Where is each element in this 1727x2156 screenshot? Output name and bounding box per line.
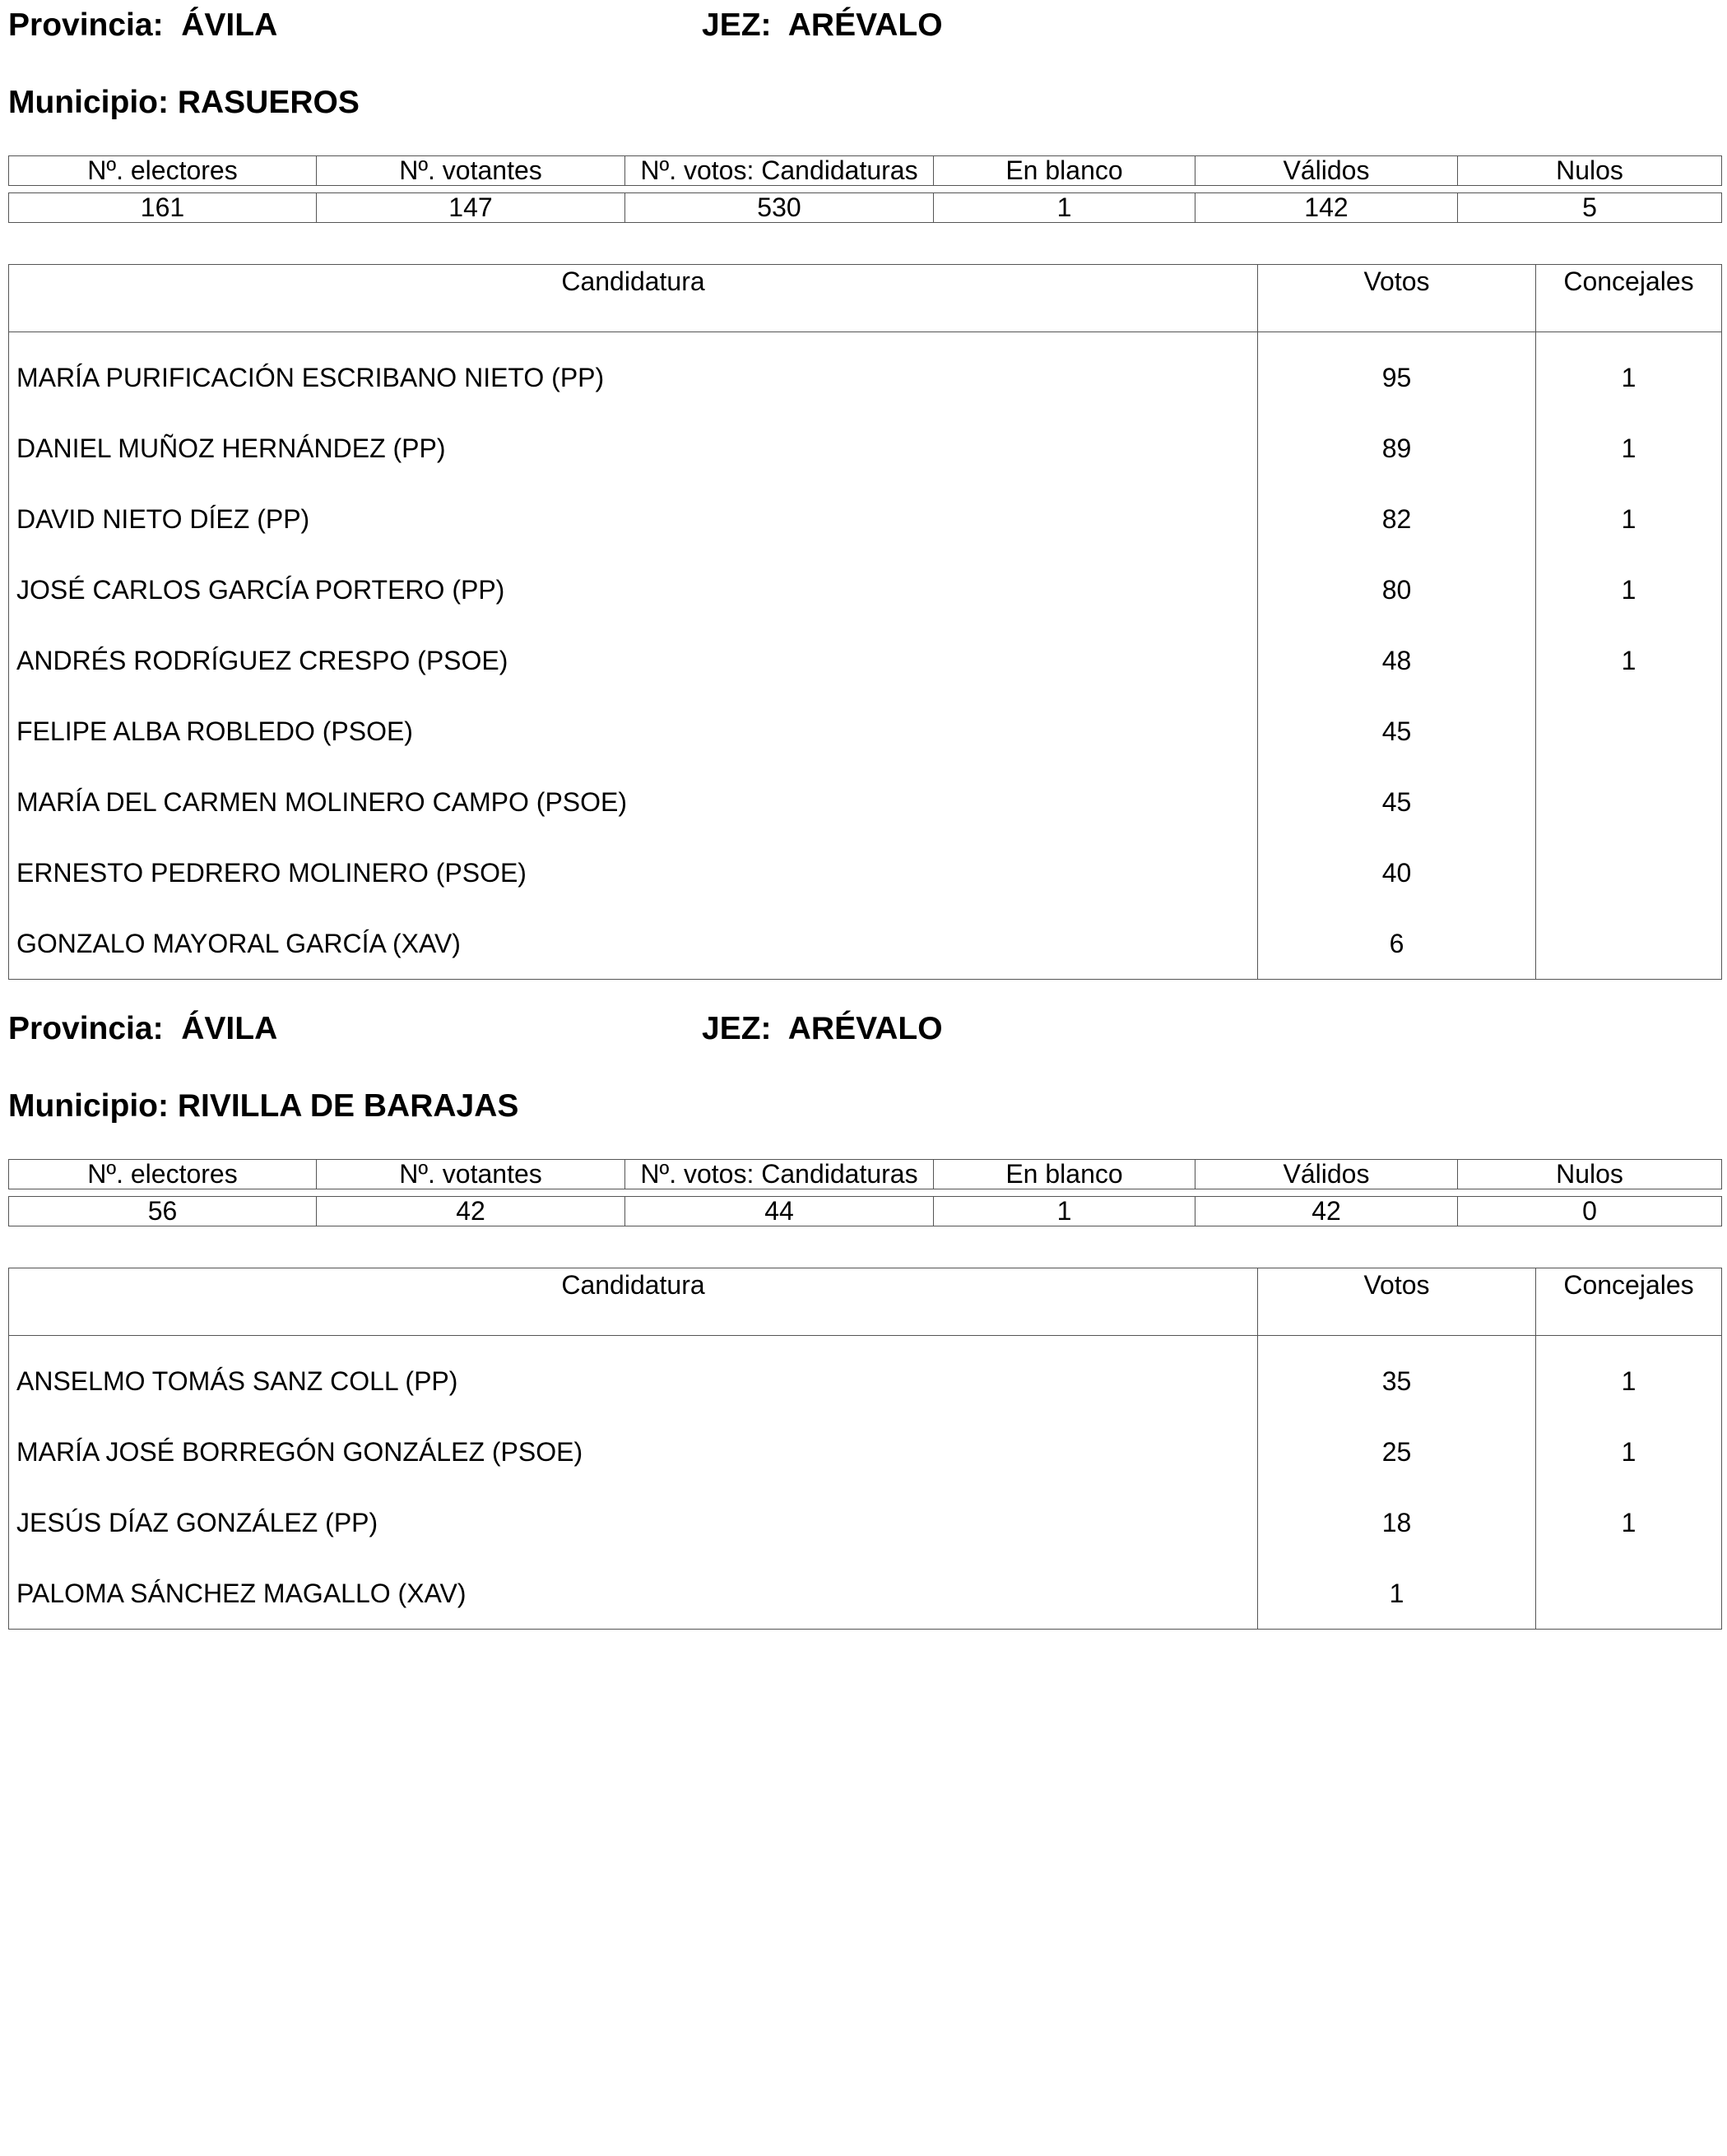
- candidates-header-candidatura: Candidatura: [9, 265, 1258, 332]
- candidates-header-concejales: Concejales: [1536, 265, 1722, 332]
- jez-value: ARÉVALO: [787, 1011, 943, 1046]
- candidate-row: [9, 625, 1722, 696]
- candidate-votos: 1: [1258, 1558, 1536, 1630]
- provincia-heading: [8, 7, 277, 44]
- summary-header-en-blanco: En blanco: [934, 156, 1195, 186]
- summary-header-electores: Nº. electores: [9, 156, 317, 186]
- candidate-concejales: 1: [1536, 625, 1722, 696]
- candidate-name: FELIPE ALBA ROBLEDO (PSOE): [9, 696, 1258, 767]
- candidate-concejales: 1: [1536, 1416, 1722, 1487]
- candidate-row: [9, 908, 1722, 980]
- summary-value-electores: 56: [9, 1197, 317, 1226]
- summary-value-votantes: 147: [317, 193, 625, 223]
- candidate-votos: 80: [1258, 554, 1536, 625]
- summary-value-votantes: 42: [317, 1197, 625, 1226]
- candidate-row: [9, 1487, 1722, 1558]
- candidate-name: DANIEL MUÑOZ HERNÁNDEZ (PP): [9, 413, 1258, 484]
- candidate-votos: 89: [1258, 413, 1536, 484]
- candidate-name: ANSELMO TOMÁS SANZ COLL (PP): [9, 1336, 1258, 1417]
- candidate-name: ANDRÉS RODRÍGUEZ CRESPO (PSOE): [9, 625, 1258, 696]
- summary-value-votos-candidaturas: 530: [625, 193, 934, 223]
- municipio-value: RIVILLA DE BARAJAS: [177, 1088, 519, 1124]
- candidate-votos: 18: [1258, 1487, 1536, 1558]
- summary-value-en-blanco: 1: [934, 193, 1195, 223]
- candidate-row: [9, 332, 1722, 414]
- summary-value-row: [9, 193, 1722, 223]
- candidates-header-votos: Votos: [1258, 1268, 1536, 1336]
- candidate-votos: 45: [1258, 696, 1536, 767]
- candidate-votos: 45: [1258, 767, 1536, 837]
- summary-value-nulos: 0: [1458, 1197, 1722, 1226]
- jez-label: JEZ:: [702, 1011, 772, 1046]
- summary-value-nulos: 5: [1458, 193, 1722, 223]
- candidate-row: [9, 554, 1722, 625]
- candidate-row: [9, 484, 1722, 554]
- jez-heading: [702, 1011, 943, 1047]
- municipio-value: RASUEROS: [177, 85, 360, 120]
- summary-header-row: [9, 156, 1722, 186]
- candidate-concejales: [1536, 837, 1722, 908]
- candidate-votos: 95: [1258, 332, 1536, 414]
- candidate-row: [9, 767, 1722, 837]
- summary-spacer: [9, 1189, 1722, 1197]
- summary-header-votos-candidaturas: Nº. votos: Candidaturas: [625, 156, 934, 186]
- candidate-name: ERNESTO PEDRERO MOLINERO (PSOE): [9, 837, 1258, 908]
- candidate-row: [9, 1558, 1722, 1630]
- candidate-votos: 48: [1258, 625, 1536, 696]
- candidate-name: JESÚS DÍAZ GONZÁLEZ (PP): [9, 1487, 1258, 1558]
- summary-header-en-blanco: En blanco: [934, 1160, 1195, 1189]
- municipio-label: Municipio:: [8, 85, 169, 120]
- provincia-value: ÁVILA: [181, 7, 278, 43]
- candidate-name: JOSÉ CARLOS GARCÍA PORTERO (PP): [9, 554, 1258, 625]
- summary-header-nulos: Nulos: [1458, 156, 1722, 186]
- municipio-heading: [8, 85, 360, 121]
- candidate-concejales: [1536, 908, 1722, 980]
- candidates-header-votos: Votos: [1258, 265, 1536, 332]
- municipio-heading: [8, 1088, 518, 1124]
- provincia-heading: [8, 1011, 277, 1047]
- candidate-votos: 6: [1258, 908, 1536, 980]
- candidate-name: DAVID NIETO DÍEZ (PP): [9, 484, 1258, 554]
- summary-header-votos-candidaturas: Nº. votos: Candidaturas: [625, 1160, 934, 1189]
- candidate-row: [9, 1416, 1722, 1487]
- candidates-table: [8, 264, 1722, 980]
- summary-header-row: [9, 1160, 1722, 1189]
- candidate-votos: 40: [1258, 837, 1536, 908]
- candidate-concejales: 1: [1536, 1487, 1722, 1558]
- summary-header-validos: Válidos: [1195, 1160, 1458, 1189]
- candidate-concejales: [1536, 767, 1722, 837]
- candidate-name: PALOMA SÁNCHEZ MAGALLO (XAV): [9, 1558, 1258, 1630]
- candidate-concejales: 1: [1536, 413, 1722, 484]
- candidate-votos: 82: [1258, 484, 1536, 554]
- summary-value-votos-candidaturas: 44: [625, 1197, 934, 1226]
- jez-label: JEZ:: [702, 7, 772, 43]
- candidate-name: MARÍA JOSÉ BORREGÓN GONZÁLEZ (PSOE): [9, 1416, 1258, 1487]
- candidate-concejales: [1536, 1558, 1722, 1630]
- provincia-value: ÁVILA: [181, 1011, 278, 1046]
- candidates-table: [8, 1268, 1722, 1630]
- candidate-votos: 35: [1258, 1336, 1536, 1417]
- candidate-concejales: 1: [1536, 332, 1722, 414]
- candidate-name: GONZALO MAYORAL GARCÍA (XAV): [9, 908, 1258, 980]
- summary-table: [8, 1159, 1722, 1226]
- summary-header-votantes: Nº. votantes: [317, 156, 625, 186]
- candidate-row: [9, 837, 1722, 908]
- summary-value-validos: 42: [1195, 1197, 1458, 1226]
- candidate-concejales: 1: [1536, 554, 1722, 625]
- summary-header-electores: Nº. electores: [9, 1160, 317, 1189]
- candidate-concejales: 1: [1536, 1336, 1722, 1417]
- candidates-header-row: [9, 1268, 1722, 1336]
- candidate-votos: 25: [1258, 1416, 1536, 1487]
- municipio-label: Municipio:: [8, 1088, 169, 1124]
- summary-header-nulos: Nulos: [1458, 1160, 1722, 1189]
- candidate-name: MARÍA PURIFICACIÓN ESCRIBANO NIETO (PP): [9, 332, 1258, 414]
- summary-spacer: [9, 186, 1722, 193]
- summary-value-en-blanco: 1: [934, 1197, 1195, 1226]
- candidate-name: MARÍA DEL CARMEN MOLINERO CAMPO (PSOE): [9, 767, 1258, 837]
- candidates-header-row: [9, 265, 1722, 332]
- candidates-header-candidatura: Candidatura: [9, 1268, 1258, 1336]
- candidate-row: [9, 413, 1722, 484]
- summary-header-votantes: Nº. votantes: [317, 1160, 625, 1189]
- summary-table: [8, 155, 1722, 223]
- jez-heading: [702, 7, 943, 44]
- summary-header-validos: Válidos: [1195, 156, 1458, 186]
- candidate-concejales: [1536, 696, 1722, 767]
- summary-value-validos: 142: [1195, 193, 1458, 223]
- candidate-row: [9, 1336, 1722, 1417]
- provincia-label: Provincia:: [8, 7, 164, 43]
- jez-value: ARÉVALO: [787, 7, 943, 43]
- candidate-row: [9, 696, 1722, 767]
- candidate-concejales: 1: [1536, 484, 1722, 554]
- candidates-header-concejales: Concejales: [1536, 1268, 1722, 1336]
- provincia-label: Provincia:: [8, 1011, 164, 1046]
- summary-value-electores: 161: [9, 193, 317, 223]
- summary-value-row: [9, 1197, 1722, 1226]
